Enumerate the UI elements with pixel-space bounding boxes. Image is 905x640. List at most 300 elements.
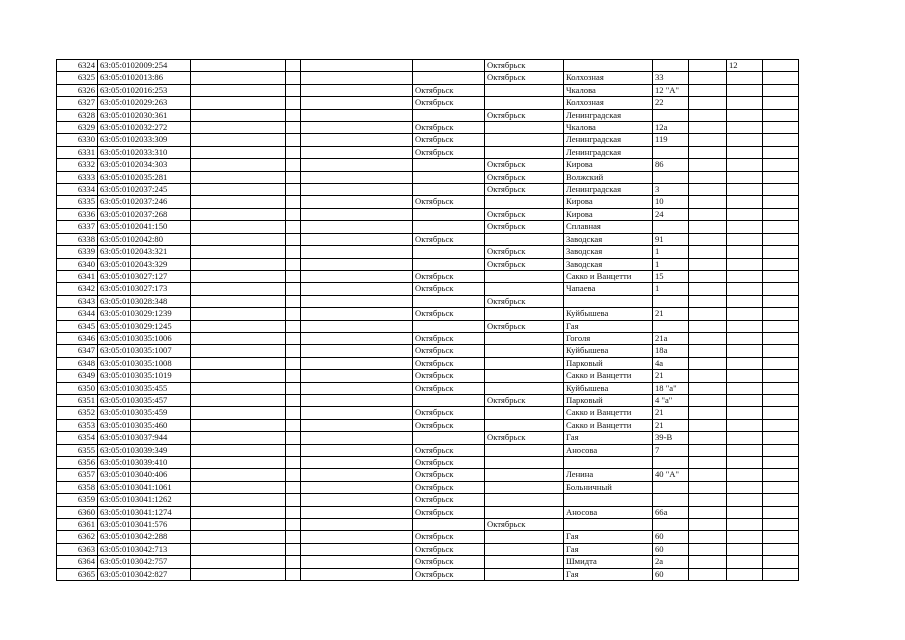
- cell-city-col-b: [485, 146, 564, 158]
- cell-street: Сакко и Ванцетти: [564, 419, 653, 431]
- cell-col-3: [191, 196, 286, 208]
- cell-col-12: [763, 171, 799, 183]
- cell-col-11: [727, 233, 763, 245]
- cell-col-3: [191, 221, 286, 233]
- cell-col-12: [763, 320, 799, 332]
- cell-street: [564, 457, 653, 469]
- cell-col-10: [689, 270, 727, 282]
- cell-col-11: [727, 295, 763, 307]
- cell-cadastral-number: 63:05:0102032:272: [98, 122, 191, 134]
- cell-street: Чкалова: [564, 122, 653, 134]
- table-row: [57, 494, 799, 506]
- cell-col-4: [286, 370, 301, 382]
- cell-col-4: [286, 233, 301, 245]
- cell-row-number: 6348: [57, 357, 98, 369]
- cell-city-col-a: [413, 246, 485, 258]
- cell-col-10: [689, 531, 727, 543]
- cell-row-number: 6346: [57, 332, 98, 344]
- cell-city-col-b: [485, 345, 564, 357]
- cell-col-12: [763, 556, 799, 568]
- cell-city-col-a: [413, 432, 485, 444]
- cell-city-col-a: Октябрьск: [413, 134, 485, 146]
- cell-col-4: [286, 60, 301, 72]
- cell-city-col-a: Октябрьск: [413, 357, 485, 369]
- cell-city-col-a: Октябрьск: [413, 481, 485, 493]
- cell-col-12: [763, 146, 799, 158]
- cell-col-3: [191, 84, 286, 96]
- cell-col-3: [191, 283, 286, 295]
- cell-street: Сакко и Ванцетти: [564, 370, 653, 382]
- cell-col-12: [763, 432, 799, 444]
- cell-city-col-b: Октябрьск: [485, 109, 564, 121]
- cell-col-3: [191, 72, 286, 84]
- cell-col-4: [286, 134, 301, 146]
- cell-col-11: [727, 122, 763, 134]
- cell-col-11: [727, 419, 763, 431]
- cell-street: Чапаева: [564, 283, 653, 295]
- cell-col-12: [763, 469, 799, 481]
- cell-row-number: 6324: [57, 60, 98, 72]
- cell-col-5: [301, 295, 413, 307]
- cell-col-10: [689, 556, 727, 568]
- cell-col-5: [301, 481, 413, 493]
- cell-col-3: [191, 444, 286, 456]
- cell-col-4: [286, 382, 301, 394]
- cell-cadastral-number: 63:05:0102035:281: [98, 171, 191, 183]
- cell-city-col-a: [413, 320, 485, 332]
- cell-city-col-a: Октябрьск: [413, 332, 485, 344]
- cell-col-12: [763, 122, 799, 134]
- cell-col-11: [727, 394, 763, 406]
- cell-house-number: [653, 494, 689, 506]
- table-row: [57, 382, 799, 394]
- cell-col-3: [191, 320, 286, 332]
- table-row: [57, 270, 799, 282]
- table-row: [57, 332, 799, 344]
- cell-col-12: [763, 208, 799, 220]
- cell-col-3: [191, 233, 286, 245]
- cell-house-number: 15: [653, 270, 689, 282]
- cell-col-5: [301, 357, 413, 369]
- cell-house-number: 21: [653, 407, 689, 419]
- cell-col-3: [191, 146, 286, 158]
- cell-col-4: [286, 419, 301, 431]
- cell-col-10: [689, 146, 727, 158]
- cell-street: Чкалова: [564, 84, 653, 96]
- cell-cadastral-number: 63:05:0103035:457: [98, 394, 191, 406]
- cell-col-3: [191, 345, 286, 357]
- cell-col-5: [301, 109, 413, 121]
- table-row: [57, 407, 799, 419]
- cell-row-number: 6333: [57, 171, 98, 183]
- cell-col-4: [286, 432, 301, 444]
- cell-col-3: [191, 97, 286, 109]
- table-row: [57, 419, 799, 431]
- cell-cadastral-number: 63:05:0103035:1007: [98, 345, 191, 357]
- cell-cadastral-number: 63:05:0103042:827: [98, 568, 191, 580]
- cell-col-10: [689, 258, 727, 270]
- cell-col-5: [301, 556, 413, 568]
- cell-city-col-b: Октябрьск: [485, 60, 564, 72]
- cell-col-10: [689, 332, 727, 344]
- cell-cadastral-number: 63:05:0103035:1019: [98, 370, 191, 382]
- cell-city-col-b: [485, 332, 564, 344]
- cell-row-number: 6356: [57, 457, 98, 469]
- cell-col-11: [727, 184, 763, 196]
- table-row: [57, 97, 799, 109]
- cell-col-5: [301, 146, 413, 158]
- cell-city-col-b: [485, 543, 564, 555]
- cell-row-number: 6342: [57, 283, 98, 295]
- cell-col-5: [301, 134, 413, 146]
- cell-city-col-a: Октябрьск: [413, 444, 485, 456]
- cell-col-10: [689, 233, 727, 245]
- cell-house-number: [653, 519, 689, 531]
- cell-col-3: [191, 60, 286, 72]
- cell-col-3: [191, 370, 286, 382]
- table-row: [57, 60, 799, 72]
- cell-city-col-a: Октябрьск: [413, 506, 485, 518]
- cell-city-col-a: Октябрьск: [413, 196, 485, 208]
- cell-city-col-b: [485, 481, 564, 493]
- cell-col-3: [191, 481, 286, 493]
- cell-street: Шмидта: [564, 556, 653, 568]
- cell-col-11: [727, 208, 763, 220]
- table-row: [57, 320, 799, 332]
- cell-row-number: 6344: [57, 308, 98, 320]
- cell-city-col-b: Октябрьск: [485, 394, 564, 406]
- cell-house-number: [653, 295, 689, 307]
- cell-col-4: [286, 221, 301, 233]
- table-row: [57, 171, 799, 183]
- cell-row-number: 6325: [57, 72, 98, 84]
- cell-city-col-b: [485, 568, 564, 580]
- cell-city-col-b: [485, 469, 564, 481]
- cell-col-11: [727, 332, 763, 344]
- cell-city-col-b: Октябрьск: [485, 221, 564, 233]
- cell-col-12: [763, 283, 799, 295]
- cell-street: Заводская: [564, 233, 653, 245]
- cell-col-5: [301, 196, 413, 208]
- cell-col-10: [689, 494, 727, 506]
- cell-city-col-b: Октябрьск: [485, 295, 564, 307]
- cell-col-11: [727, 543, 763, 555]
- cell-col-12: [763, 394, 799, 406]
- table-row: [57, 246, 799, 258]
- cell-col-5: [301, 494, 413, 506]
- cell-city-col-b: [485, 84, 564, 96]
- cell-cadastral-number: 63:05:0102043:329: [98, 258, 191, 270]
- cell-col-11: [727, 531, 763, 543]
- cell-house-number: [653, 60, 689, 72]
- cell-col-3: [191, 270, 286, 282]
- cell-col-11: [727, 320, 763, 332]
- cell-col-3: [191, 543, 286, 555]
- cell-col-5: [301, 444, 413, 456]
- table-row: [57, 543, 799, 555]
- cell-city-col-a: Октябрьск: [413, 97, 485, 109]
- cell-col-11: [727, 457, 763, 469]
- cell-col-4: [286, 481, 301, 493]
- cell-street: Колхозная: [564, 97, 653, 109]
- cell-street: Аносова: [564, 444, 653, 456]
- cell-col-4: [286, 320, 301, 332]
- cell-col-11: [727, 345, 763, 357]
- cell-city-col-b: [485, 444, 564, 456]
- cell-city-col-b: [485, 457, 564, 469]
- cell-city-col-a: Октябрьск: [413, 308, 485, 320]
- cell-row-number: 6330: [57, 134, 98, 146]
- cell-col-5: [301, 159, 413, 171]
- cell-city-col-a: Октябрьск: [413, 270, 485, 282]
- cell-col-5: [301, 531, 413, 543]
- cell-city-col-a: [413, 184, 485, 196]
- cell-col-10: [689, 543, 727, 555]
- cell-house-number: 21: [653, 308, 689, 320]
- cell-row-number: 6327: [57, 97, 98, 109]
- cell-city-col-a: Октябрьск: [413, 469, 485, 481]
- table-row: [57, 196, 799, 208]
- cell-col-11: [727, 382, 763, 394]
- cell-col-12: [763, 97, 799, 109]
- cell-cadastral-number: 63:05:0102029:263: [98, 97, 191, 109]
- table-row: [57, 109, 799, 121]
- cell-col-3: [191, 394, 286, 406]
- table-row: [57, 258, 799, 270]
- cell-street: Сплавная: [564, 221, 653, 233]
- cell-city-col-a: Октябрьск: [413, 531, 485, 543]
- cell-cadastral-number: 63:05:0103041:1262: [98, 494, 191, 506]
- cell-col-12: [763, 531, 799, 543]
- cell-cadastral-number: 63:05:0103035:1006: [98, 332, 191, 344]
- cell-city-col-a: [413, 258, 485, 270]
- cell-cadastral-number: 63:05:0102009:254: [98, 60, 191, 72]
- cell-city-col-b: [485, 506, 564, 518]
- cell-col-10: [689, 394, 727, 406]
- cell-cadastral-number: 63:05:0103037:944: [98, 432, 191, 444]
- cell-col-5: [301, 506, 413, 518]
- cell-col-4: [286, 345, 301, 357]
- cell-city-col-a: Октябрьск: [413, 556, 485, 568]
- cell-city-col-a: [413, 295, 485, 307]
- cell-city-col-b: [485, 382, 564, 394]
- cell-col-3: [191, 258, 286, 270]
- table-row: [57, 208, 799, 220]
- cell-house-number: 4 "а": [653, 394, 689, 406]
- cell-col-10: [689, 246, 727, 258]
- cell-city-col-a: [413, 221, 485, 233]
- cell-col-4: [286, 283, 301, 295]
- cell-cadastral-number: 63:05:0103035:459: [98, 407, 191, 419]
- cell-col-12: [763, 568, 799, 580]
- cell-col-3: [191, 519, 286, 531]
- cell-street: [564, 295, 653, 307]
- cell-cadastral-number: 63:05:0103029:1239: [98, 308, 191, 320]
- cell-col-11: [727, 258, 763, 270]
- cell-col-11: [727, 494, 763, 506]
- cell-col-10: [689, 171, 727, 183]
- cell-row-number: 6354: [57, 432, 98, 444]
- cell-col-5: [301, 122, 413, 134]
- cell-house-number: 1: [653, 258, 689, 270]
- cell-col-4: [286, 84, 301, 96]
- cell-cadastral-number: 63:05:0103041:576: [98, 519, 191, 531]
- cell-col-5: [301, 382, 413, 394]
- table-row: [57, 357, 799, 369]
- cell-house-number: 1: [653, 283, 689, 295]
- cell-col-3: [191, 531, 286, 543]
- cell-col-11: [727, 221, 763, 233]
- cell-cadastral-number: 63:05:0102043:321: [98, 246, 191, 258]
- cell-col-10: [689, 345, 727, 357]
- cell-row-number: 6349: [57, 370, 98, 382]
- cell-row-number: 6355: [57, 444, 98, 456]
- cell-cadastral-number: 63:05:0102037:268: [98, 208, 191, 220]
- cell-col-11: [727, 109, 763, 121]
- cell-street: Сакко и Ванцетти: [564, 407, 653, 419]
- cell-row-number: 6328: [57, 109, 98, 121]
- cell-col-4: [286, 519, 301, 531]
- cell-row-number: 6353: [57, 419, 98, 431]
- table-row: [57, 568, 799, 580]
- cell-col-12: [763, 134, 799, 146]
- cell-col-5: [301, 568, 413, 580]
- cell-col-12: [763, 196, 799, 208]
- cell-city-col-b: [485, 370, 564, 382]
- cell-col-10: [689, 122, 727, 134]
- cell-city-col-b: Октябрьск: [485, 432, 564, 444]
- cell-row-number: 6334: [57, 184, 98, 196]
- cell-col-10: [689, 97, 727, 109]
- cell-col-5: [301, 543, 413, 555]
- cell-house-number: 2а: [653, 556, 689, 568]
- cell-street: Гая: [564, 320, 653, 332]
- cell-col-10: [689, 84, 727, 96]
- cell-house-number: 21: [653, 370, 689, 382]
- cell-row-number: 6364: [57, 556, 98, 568]
- cell-house-number: [653, 171, 689, 183]
- cell-col-12: [763, 246, 799, 258]
- cell-col-3: [191, 432, 286, 444]
- cadastral-table: [56, 59, 799, 581]
- cell-cadastral-number: 63:05:0102037:246: [98, 196, 191, 208]
- cell-cadastral-number: 63:05:0103042:713: [98, 543, 191, 555]
- cell-cadastral-number: 63:05:0102033:309: [98, 134, 191, 146]
- cell-city-col-a: [413, 394, 485, 406]
- cell-street: [564, 494, 653, 506]
- cell-house-number: 60: [653, 543, 689, 555]
- cell-col-5: [301, 370, 413, 382]
- cell-city-col-a: Октябрьск: [413, 382, 485, 394]
- cell-col-11: [727, 270, 763, 282]
- cell-col-11: [727, 444, 763, 456]
- cell-col-5: [301, 320, 413, 332]
- cell-cadastral-number: 63:05:0102042:80: [98, 233, 191, 245]
- cell-street: Аносова: [564, 506, 653, 518]
- cell-col-3: [191, 295, 286, 307]
- cell-col-12: [763, 519, 799, 531]
- cell-city-col-b: [485, 407, 564, 419]
- cell-col-11: [727, 171, 763, 183]
- cell-cadastral-number: 63:05:0102033:310: [98, 146, 191, 158]
- cell-col-12: [763, 345, 799, 357]
- cell-city-col-a: Октябрьск: [413, 407, 485, 419]
- cell-house-number: 18 "а": [653, 382, 689, 394]
- cell-col-12: [763, 84, 799, 96]
- cell-city-col-b: [485, 556, 564, 568]
- cell-col-11: [727, 481, 763, 493]
- cell-city-col-b: [485, 357, 564, 369]
- cell-col-3: [191, 494, 286, 506]
- cell-street: Ленинградская: [564, 184, 653, 196]
- cell-col-4: [286, 556, 301, 568]
- cell-cadastral-number: 63:05:0102037:245: [98, 184, 191, 196]
- cell-street: Заводская: [564, 246, 653, 258]
- cell-col-10: [689, 481, 727, 493]
- cell-row-number: 6361: [57, 519, 98, 531]
- cell-cadastral-number: 63:05:0103027:127: [98, 270, 191, 282]
- cell-col-4: [286, 97, 301, 109]
- cell-col-10: [689, 407, 727, 419]
- cell-cadastral-number: 63:05:0103040:406: [98, 469, 191, 481]
- cell-row-number: 6352: [57, 407, 98, 419]
- cell-col-4: [286, 531, 301, 543]
- cell-col-12: [763, 506, 799, 518]
- cell-col-3: [191, 419, 286, 431]
- cell-street: Ленинградская: [564, 146, 653, 158]
- cell-city-col-b: [485, 233, 564, 245]
- cell-col-12: [763, 357, 799, 369]
- cell-street: Заводская: [564, 258, 653, 270]
- cell-house-number: 39-В: [653, 432, 689, 444]
- cell-house-number: 18а: [653, 345, 689, 357]
- cell-col-4: [286, 270, 301, 282]
- cell-city-col-b: [485, 494, 564, 506]
- cell-row-number: 6362: [57, 531, 98, 543]
- table-row: [57, 394, 799, 406]
- cell-city-col-b: Октябрьск: [485, 72, 564, 84]
- cell-col-10: [689, 370, 727, 382]
- cell-col-5: [301, 332, 413, 344]
- cell-street: Ленинградская: [564, 134, 653, 146]
- cell-street: Парковый: [564, 357, 653, 369]
- cell-house-number: 66а: [653, 506, 689, 518]
- cell-col-3: [191, 308, 286, 320]
- cell-cadastral-number: 63:05:0102034:303: [98, 159, 191, 171]
- cell-col-12: [763, 184, 799, 196]
- cell-col-5: [301, 394, 413, 406]
- cell-col-10: [689, 357, 727, 369]
- cell-cadastral-number: 63:05:0103042:757: [98, 556, 191, 568]
- cell-col-11: [727, 357, 763, 369]
- cell-col-3: [191, 184, 286, 196]
- cell-city-col-b: [485, 270, 564, 282]
- cell-city-col-a: [413, 159, 485, 171]
- table-row: [57, 370, 799, 382]
- cell-col-10: [689, 295, 727, 307]
- cell-col-12: [763, 494, 799, 506]
- table-row: [57, 469, 799, 481]
- cell-col-10: [689, 457, 727, 469]
- cell-cadastral-number: 63:05:0103029:1245: [98, 320, 191, 332]
- cell-row-number: 6345: [57, 320, 98, 332]
- cell-col-3: [191, 357, 286, 369]
- cell-row-number: 6329: [57, 122, 98, 134]
- cell-city-col-a: [413, 72, 485, 84]
- cell-cadastral-number: 63:05:0103039:410: [98, 457, 191, 469]
- cell-row-number: 6335: [57, 196, 98, 208]
- cell-row-number: 6341: [57, 270, 98, 282]
